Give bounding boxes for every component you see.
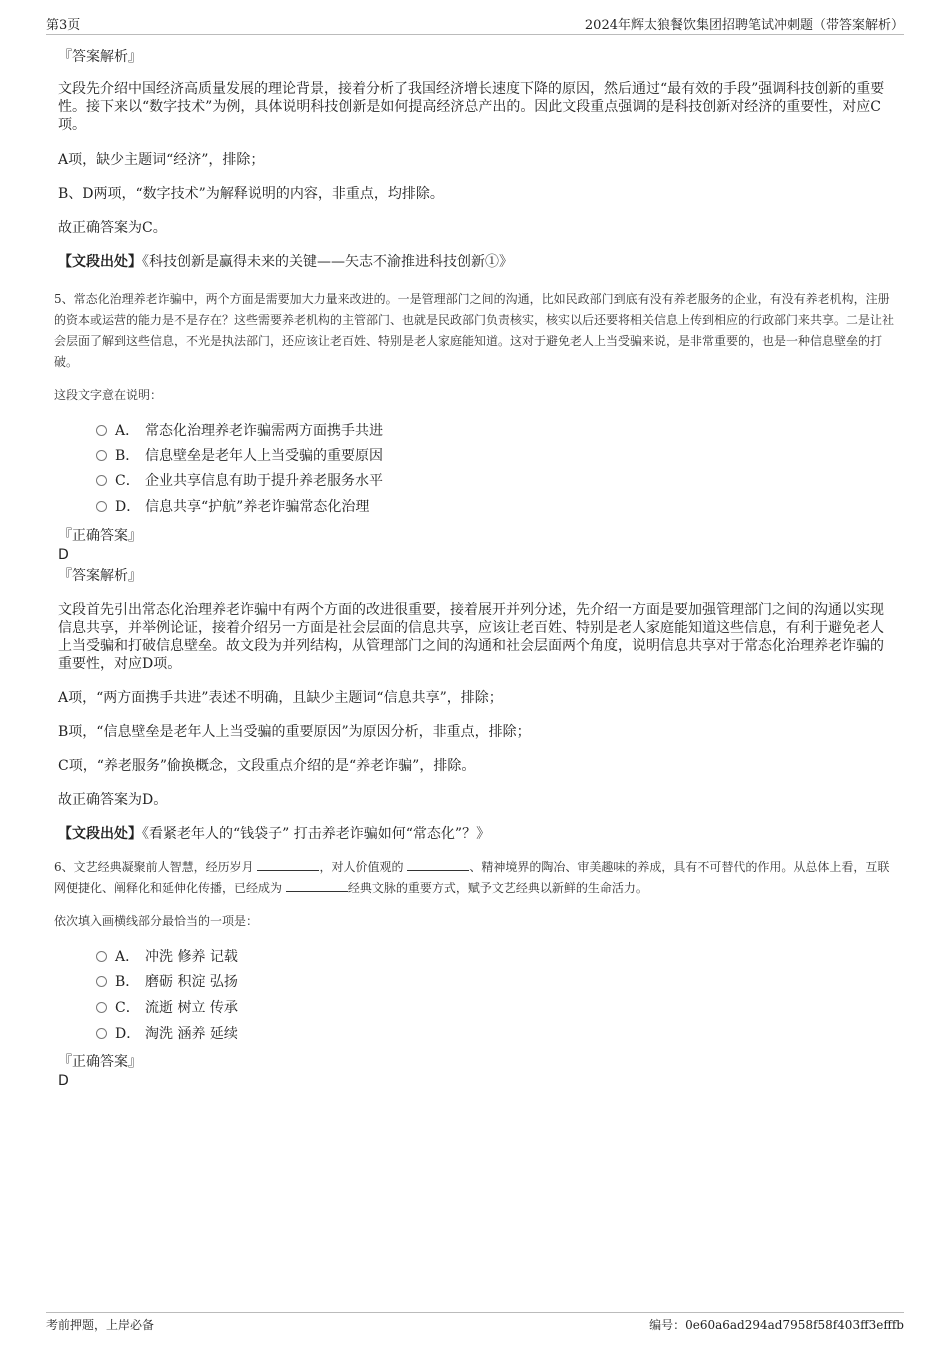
footer-slogan: 考前押题，上岸必备 <box>46 1318 155 1332</box>
radio-icon[interactable] <box>96 501 107 512</box>
radio-icon[interactable] <box>96 951 107 962</box>
radio-icon[interactable] <box>96 450 107 461</box>
question-6-option-a[interactable]: A． 冲洗 修养 记载 <box>96 947 238 967</box>
question-6-option-d[interactable]: D． 淘洗 涵养 延续 <box>96 1024 238 1044</box>
question-6-option-c[interactable]: C． 流逝 树立 传承 <box>96 998 238 1018</box>
document-title: 2024年辉太狼餐饮集团招聘笔试冲刺题（带答案解析） <box>584 18 904 33</box>
analysis-text: 文段首先引出常态化治理养老诈骗中有两个方面的改进很重要，接着展开并列分述，先介绍一方面是要加强管理部门之间的沟通以实现信息共享，并举例论证，接着介绍另一方面是社会层面的信息共享，应该让老百姓、特别是老人家庭能知道这些信息，有利于避免老人上当受骗和打破信息壁垒。故文段为并列结构，从管理部门之间的沟通和社会层面两个角度，说明信息共享对于常态化治理养老诈骗的重要性，对应D项。 <box>58 602 884 672</box>
source-line <box>58 825 892 843</box>
radio-icon[interactable] <box>96 1028 107 1039</box>
blank-2 <box>407 858 469 871</box>
correct-answer-label: 『正确答案』 <box>58 528 142 544</box>
answer-conclusion: 故正确答案为D。 <box>58 792 168 808</box>
document-code: 编号：0e60a6ad294ad7958f58f403ff3efffb <box>649 1318 904 1332</box>
correct-answer: D <box>58 1073 69 1089</box>
option-c-explanation: C项，“养老服务”偷换概念，文段重点介绍的是“养老诈骗”，排除。 <box>58 758 476 774</box>
option-a-explanation: A项，“两方面携手共进”表述不明确，且缺少主题词“信息共享”，排除； <box>58 690 503 706</box>
radio-icon[interactable] <box>96 976 107 987</box>
source-title: 《科技创新是赢得未来的关键——矢志不渝推进科技创新①》 <box>142 254 513 270</box>
blank-3 <box>286 879 348 892</box>
question-5-option-d[interactable]: D． 信息共享“护航”养老诈骗常态化治理 <box>96 497 369 517</box>
correct-answer-label: 『正确答案』 <box>58 1054 142 1070</box>
question-6-prompt: 依次填入画横线部分最恰当的一项是： <box>54 914 259 928</box>
option-bd-explanation: B、D两项，“数字技术”为解释说明的内容，非重点，均排除。 <box>58 186 444 202</box>
option-a-explanation: A项，缺少主题词“经济”，排除； <box>58 152 265 168</box>
question-5-stem: 5、常态化治理养老诈骗中，两个方面是需要加大力量来改进的。一是管理部门之间的沟通，比如民政部门到底有没有养老服务的企业，有没有养老机构，注册的资本或运营的能力是不是存在？这些需要养老机构的主管部门、也就是民政部门负责核实，核实以后还要将相关信息上传到相应的行政部门来共享。二是让社会层面了解到这些信息，不光是执法部门，还应该让老百姓、特别是老人家庭能知道。这对于避免老人上当受骗来说，是非常重要的，也是一种信息壁垒的打破。 <box>54 292 895 369</box>
radio-icon[interactable] <box>96 475 107 486</box>
source-title: 《看紧老年人的“钱袋子” 打击养老诈骗如何“常态化”？》 <box>142 826 491 842</box>
question-6-stem: 6、文艺经典凝聚前人智慧，经历岁月 ，对人价值观的 、精神境界的陶冶、审美趣味的养成，具有不可替代的作用。从总体上看，互联网便捷化、阐释化和延伸化传播，已经成为 经典文脉的重要方式，赋予文艺经典以新鲜的生命活力。 <box>54 860 890 895</box>
source-line <box>58 253 892 271</box>
question-5-option-c[interactable]: C． 企业共享信息有助于提升养老服务水平 <box>96 471 383 491</box>
question-5-option-b[interactable]: B． 信息壁垒是老年人上当受骗的重要原因 <box>96 446 383 466</box>
analysis-label: 『答案解析』 <box>58 568 142 584</box>
source-label: 【文段出处】 <box>58 826 142 842</box>
blank-1 <box>257 858 319 871</box>
analysis-label: 『答案解析』 <box>58 49 142 65</box>
question-5-option-a[interactable]: A． 常态化治理养老诈骗需两方面携手共进 <box>96 421 383 441</box>
radio-icon[interactable] <box>96 1002 107 1013</box>
radio-icon[interactable] <box>96 425 107 436</box>
page-header <box>46 14 904 35</box>
source-label: 【文段出处】 <box>58 254 142 270</box>
page-footer <box>46 1312 904 1332</box>
question-6-option-b[interactable]: B． 磨砺 积淀 弘扬 <box>96 972 238 992</box>
answer-conclusion: 故正确答案为C。 <box>58 220 167 236</box>
correct-answer: D <box>58 547 69 563</box>
analysis-text: 文段先介绍中国经济高质量发展的理论背景，接着分析了我国经济增长速度下降的原因，然后通过“最有效的手段”强调科技创新的重要性。接下来以“数字技术”为例，具体说明科技创新是如何提高经济总产出的。因此文段重点强调的是科技创新对经济的重要性，对应C项。 <box>58 81 885 133</box>
page-number: 第3页 <box>46 18 81 33</box>
question-5-prompt: 这段文字意在说明： <box>54 388 163 402</box>
option-b-explanation: B项，“信息壁垒是老年人上当受骗的重要原因”为原因分析，非重点，排除； <box>58 724 531 740</box>
